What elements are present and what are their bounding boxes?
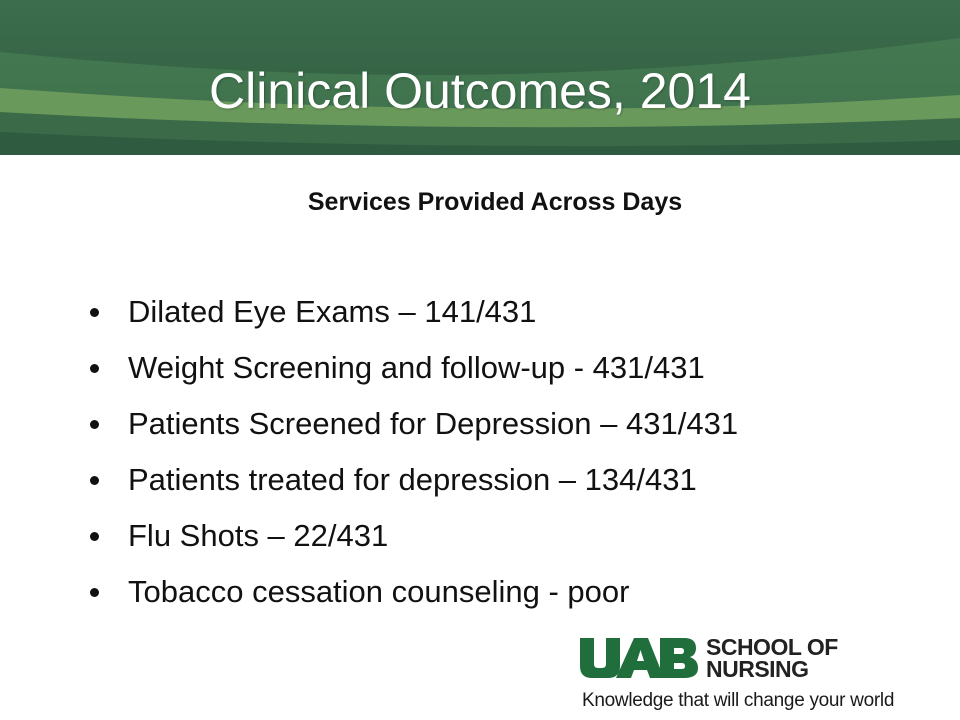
bullet-icon <box>90 588 99 597</box>
bullet-icon <box>90 532 99 541</box>
bullet-icon <box>90 420 99 429</box>
bullet-text: Tobacco cessation counseling - poor <box>128 574 630 609</box>
bullet-item <box>88 343 738 399</box>
bullet-item <box>88 399 738 455</box>
bullet-icon <box>90 308 99 317</box>
bullet-item <box>88 567 738 623</box>
uab-logo-mark-icon <box>578 636 700 680</box>
bullet-list <box>88 287 738 623</box>
bullet-text: Patients treated for depression – 134/431 <box>128 462 697 497</box>
bullet-icon <box>90 364 99 373</box>
logo-tagline: Knowledge that will change your world <box>582 690 895 711</box>
bullet-item <box>88 455 738 511</box>
slide-title: Clinical Outcomes, 2014 <box>209 63 751 119</box>
slide-subtitle: Services Provided Across Days <box>307 188 683 216</box>
logo-nursing: NURSING <box>706 656 809 682</box>
uab-nursing-logo <box>578 632 938 718</box>
bullet-item <box>88 511 738 567</box>
bullet-item <box>88 287 738 343</box>
bullet-text: Flu Shots – 22/431 <box>128 518 389 553</box>
bullet-icon <box>90 476 99 485</box>
bullet-text: Weight Screening and follow-up - 431/431 <box>128 350 705 385</box>
bullet-text: Patients Screened for Depression – 431/431 <box>128 406 739 441</box>
logo-school-of: SCHOOL OF <box>706 634 838 660</box>
slide-header <box>0 0 960 155</box>
bullet-text: Dilated Eye Exams – 141/431 <box>128 294 537 329</box>
